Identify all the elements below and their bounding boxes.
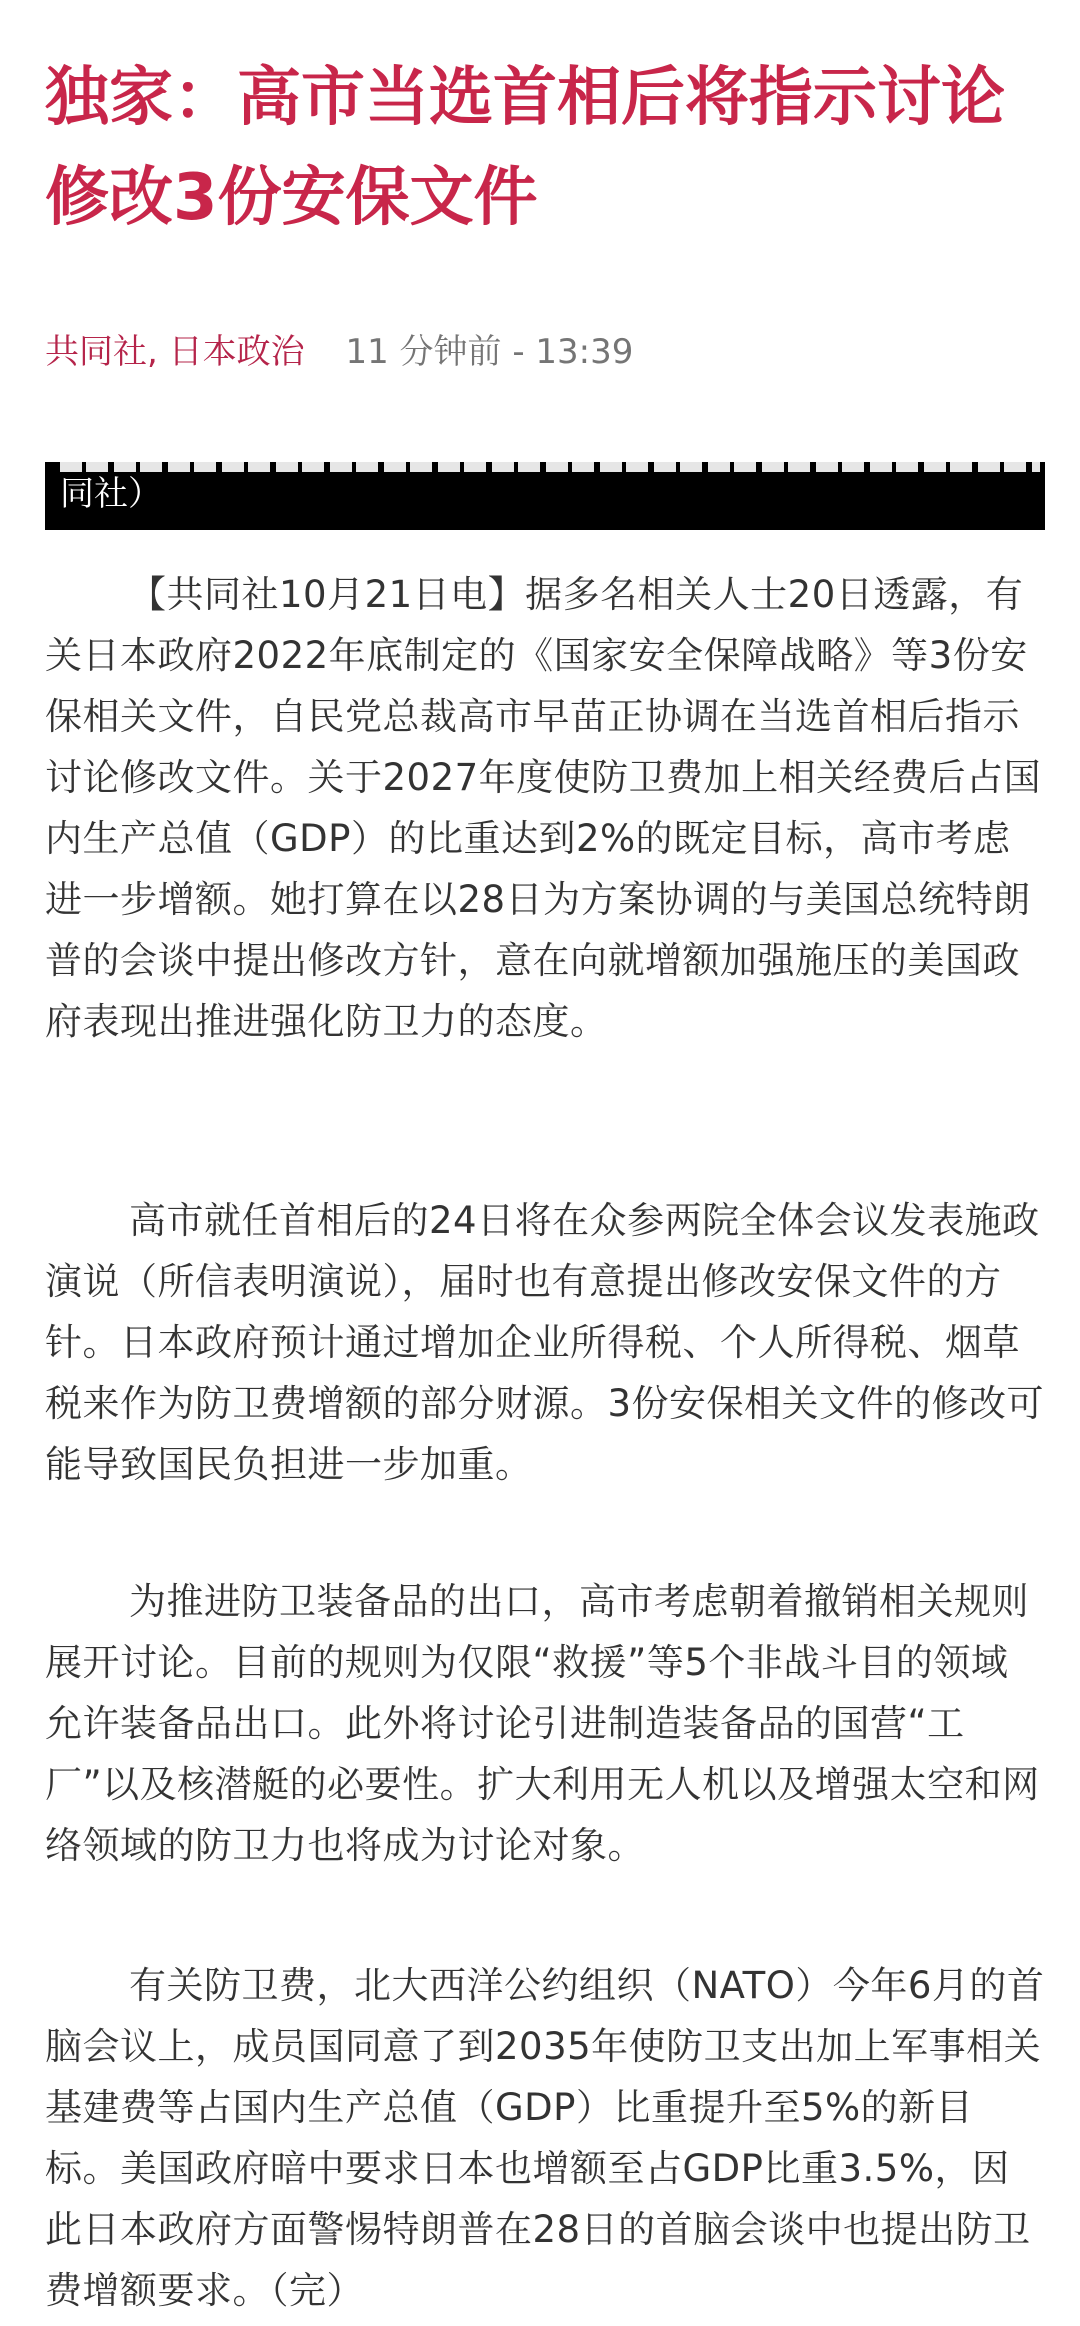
article-paragraph: 为推进防卫装备品的出口，高市考虑朝着撤销相关规则展开讨论。目前的规则为仅限“救援”等5个非战斗目的领域允许装备品出口。此外将讨论引进制造装备品的国营“工厂”以及核潜艇的必要性。扩大利用无人机以及增强太空和网络领域的防卫力也将成为讨论对象。 xyxy=(45,1580,1040,1867)
image-caption: 同社） xyxy=(60,474,162,514)
source-link[interactable]: 共同社 xyxy=(45,332,147,372)
article-paragraph: 高市就任首相后的24日将在众参两院全体会议发表施政演说（所信表明演说），届时也有意提出修改安保文件的方针。日本政府预计通过增加企业所得税、个人所得税、烟草税来作为防卫费增额的部分财源。3份安保相关文件的修改可能导致国民负担进一步加重。 xyxy=(45,1199,1045,1486)
caption-cut-line xyxy=(60,462,1040,472)
article-paragraph: 【共同社10月21日电】据多名相关人士20日透露，有关日本政府2022年底制定的《国家安全保障战略》等3份安保相关文件，自民党总裁高市早苗正协调在当选首相后指示讨论修改文件。关于2027年度使防卫费加上相关经费后占国内生产总值（GDP）的比重达到2%的既定目标，高市考虑进一步增额。她打算在以28日为方案协调的与美国总统特朗普的会谈中提出修改方针，意在向就增额加强施压的美国政府表现出推进强化防卫力的态度。 xyxy=(45,573,1042,1043)
publish-time: 11 分钟前 - 13:39 xyxy=(345,332,634,372)
article-paragraph: 有关防卫费，北大西洋公约组织（NATO）今年6月的首脑会议上，成员国同意了到2035年使防卫支出加上军事相关基建费等占国内生产总值（GDP）比重提升至5%的新目标。美国政府暗中要求日本也增额至占GDP比重3.5%，因此日本政府方面警惕特朗普在28日的首脑会谈中也提出防卫费增额要求。（完） xyxy=(45,1964,1045,2312)
article-meta xyxy=(45,326,633,378)
meta-separator: , xyxy=(147,332,169,372)
image-caption-bar xyxy=(45,462,1045,530)
article-title: 独家：高市当选首相后将指示讨论修改3份安保文件 xyxy=(45,61,1005,235)
category-link[interactable]: 日本政治 xyxy=(168,332,305,372)
